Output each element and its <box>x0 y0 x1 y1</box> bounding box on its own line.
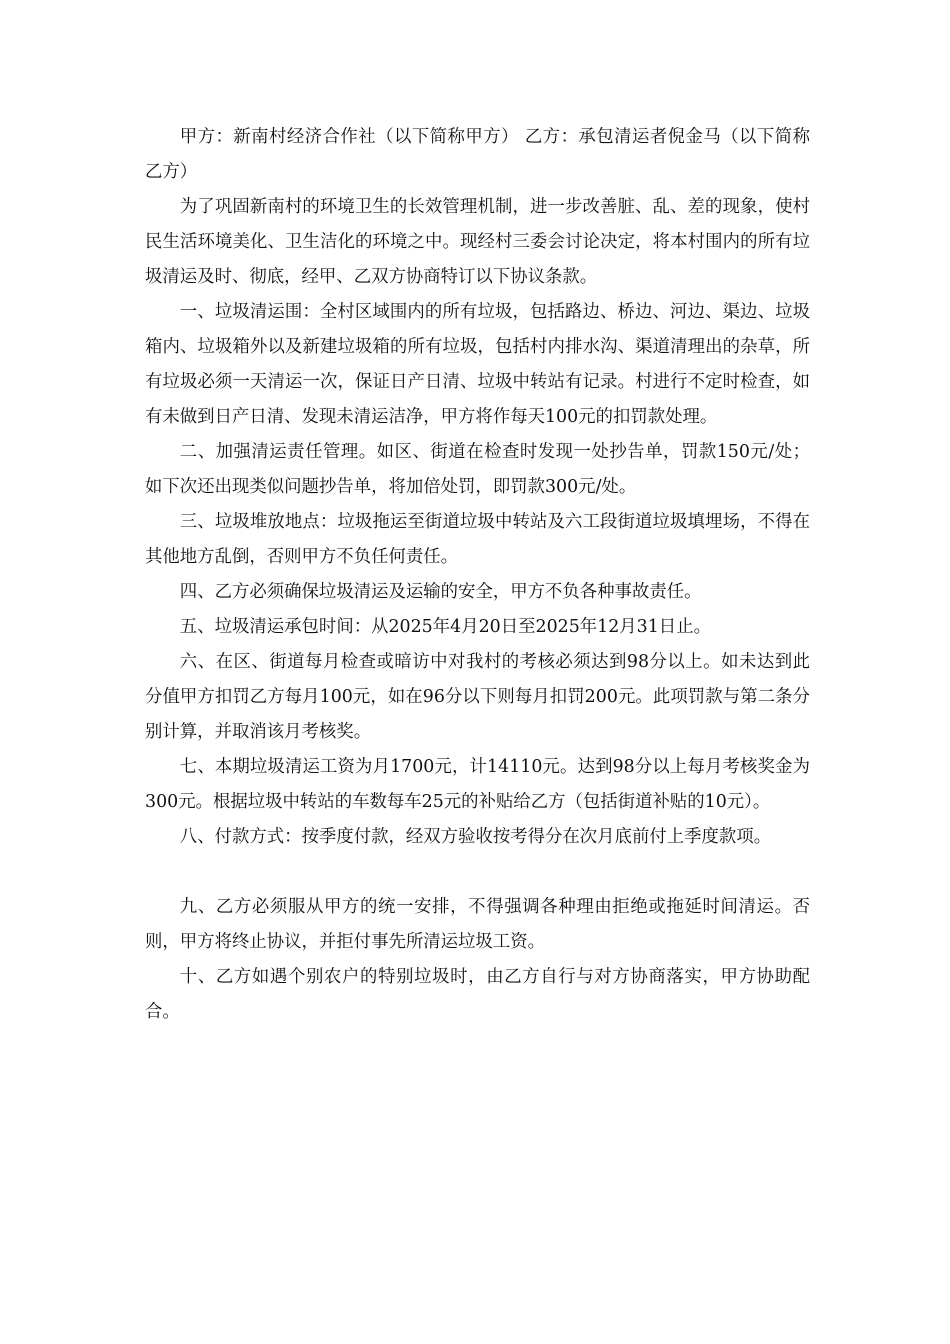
clause-6-paragraph: 六、在区、街道每月检查或暗访中对我村的考核必须达到98分以上。如未达到此分值甲方扣罚乙方每月100元，如在96分以下则每月扣罚200元。此项罚款与第二条分别计算，并取消该月考核奖。 <box>145 652 810 742</box>
clause-10-paragraph: 十、乙方如遇个别农户的特别垃圾时，由乙方自行与对方协商落实，甲方协助配合。 <box>145 967 810 1022</box>
clause-1-paragraph: 一、垃圾清运围：全村区域围内的所有垃圾，包括路边、桥边、河边、渠边、垃圾箱内、垃圾箱外以及新建垃圾箱的所有垃圾，包括村内排水沟、渠道清理出的杂草，所有垃圾必须一天清运一次，保证日产日清、垃圾中转站有记录。村进行不定时检查，如有未做到日产日清、发现未清运洁净，甲方将作每天100元的扣罚款处理。 <box>145 302 810 427</box>
clause-7-paragraph: 七、本期垃圾清运工资为月1700元，计14110元。达到98分以上每月考核奖金为300元。根据垃圾中转站的车数每车25元的补贴给乙方（包括街道补贴的10元）。 <box>145 757 810 812</box>
clause-3-paragraph: 三、垃圾堆放地点：垃圾拖运至街道垃圾中转站及六工段街道垃圾填埋场，不得在其他地方乱倒，否则甲方不负任何责任。 <box>145 512 810 567</box>
clause-4-paragraph: 四、乙方必须确保垃圾清运及运输的安全，甲方不负各种事故责任。 <box>179 582 702 602</box>
clause-5-paragraph: 五、垃圾清运承包时间：从2025年4月20日至2025年12月31日止。 <box>179 617 711 637</box>
clause-2-paragraph: 二、加强清运责任管理。如区、街道在检查时发现一处抄告单，罚款150元/处；如下次还出现类似问题抄告单，将加倍处罚，即罚款300元/处。 <box>145 442 810 497</box>
clause-8-paragraph: 八、付款方式：按季度付款，经双方验收按考得分在次月底前付上季度款项。 <box>179 827 772 847</box>
parties-paragraph: 甲方：新南村经济合作社（以下简称甲方） 乙方：承包清运者倪金马（以下简称乙方） <box>145 127 810 182</box>
clause-9-paragraph: 九、乙方必须服从甲方的统一安排，不得强调各种理由拒绝或拖延时间清运。否则，甲方将终止协议，并拒付事先所清运垃圾工资。 <box>145 897 810 952</box>
agreement-body <box>145 120 810 1030</box>
preamble-paragraph: 为了巩固新南村的环境卫生的长效管理机制，进一步改善脏、乱、差的现象，使村民生活环境美化、卫生洁化的环境之中。现经村三委会讨论决定，将本村围内的所有垃圾清运及时、彻底，经甲、乙双方协商特订以下协议条款。 <box>145 197 810 287</box>
blank-line <box>145 855 810 890</box>
